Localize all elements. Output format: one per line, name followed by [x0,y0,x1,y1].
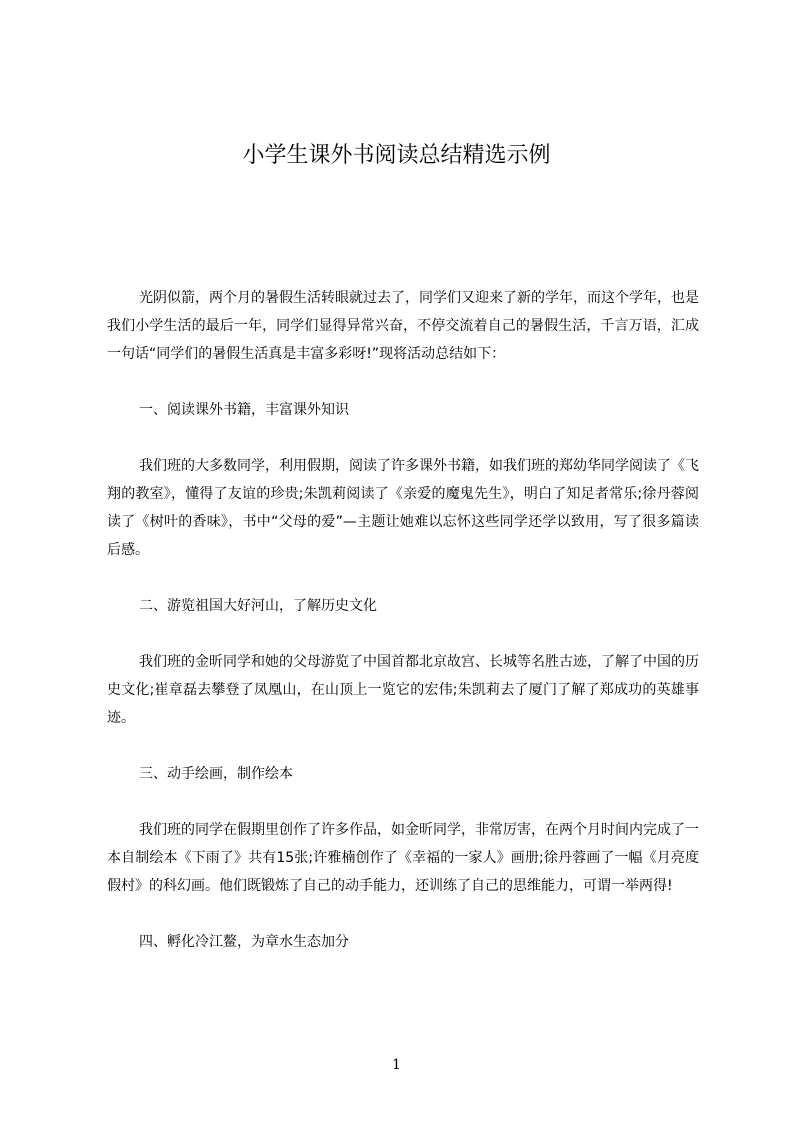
spacer [107,788,699,816]
spacer [107,900,699,928]
section-heading-3: 三、动手绘画，制作绘本 [139,766,293,782]
section-heading-2: 二、游览祖国大好河山，了解历史文化 [139,598,377,614]
spacer [107,620,699,648]
spacer [107,732,699,760]
intro-paragraph: 光阴似箭，两个月的暑假生活转眼就过去了，同学们又迎来了新的学年，而这个学年，也是我们小学生活的最后一年，同学们显得异常兴奋，不停交流着自己的暑假生活，千言万语，汇成一句话“同学们的暑假生活真是丰富多彩呀!”现将活动总结如下： [107,290,699,362]
section-heading-1: 一、阅读课外书籍，丰富课外知识 [139,402,349,418]
page-number: 1 [392,1057,401,1073]
section-body-2: 我们班的金昕同学和她的父母游览了中国首都北京故宫、长城等名胜古迹，了解了中国的历史文化;崔章磊去攀登了凤凰山，在山顶上一览它的宏伟;朱凯莉去了厦门了解了郑成功的英雄事迹。 [107,654,699,726]
document-title: 小学生课外书阅读总结精选示例 [242,143,551,168]
section-body-1: 我们班的大多数同学，利用假期，阅读了许多课外书籍，如我们班的郑幼华同学阅读了《飞翔的教室》，懂得了友谊的珍贵;朱凯莉阅读了《亲爱的魔鬼先生》，明白了知足者常乐;徐丹蓉阅读了《树叶的香味》，书中“父母的爱”—主题让她难以忘怀这些同学还学以致用，写了很多篇读后感。 [107,458,699,558]
spacer [107,368,699,396]
spacer [107,424,699,452]
document-body [107,284,699,956]
section-heading-4: 四、孵化冷江鳌，为章水生态加分 [139,934,349,950]
spacer [107,564,699,592]
section-body-3: 我们班的同学在假期里创作了许多作品，如金昕同学，非常厉害，在两个月时间内完成了一本自制绘本《下雨了》共有15张;许雅楠创作了《幸福的一家人》画册;徐丹蓉画了一幅《月亮度假村》的科幻画。他们既锻炼了自己的动手能力，还训练了自己的思维能力，可谓一举两得! [107,822,699,894]
